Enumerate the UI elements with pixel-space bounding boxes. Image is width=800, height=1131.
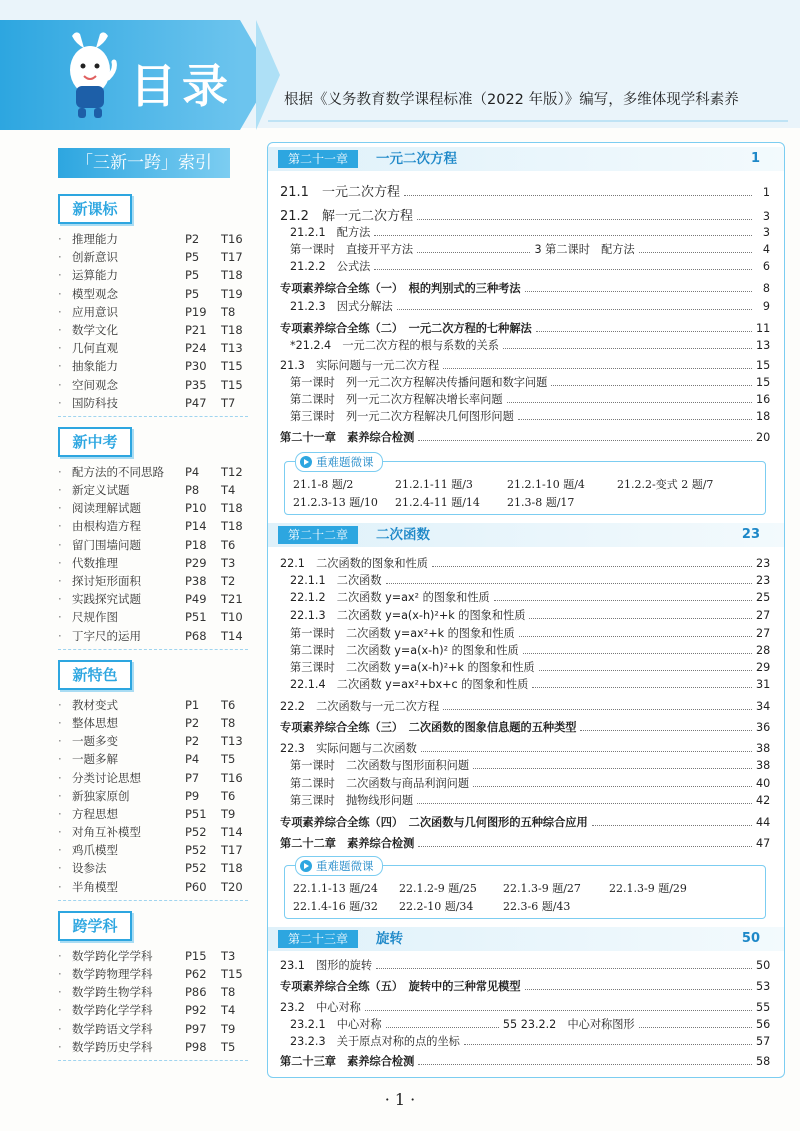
index-item-page: P51: [185, 806, 207, 821]
index-item-question: T5: [221, 1039, 236, 1054]
index-item-page: P21: [185, 322, 207, 337]
category-tag: 新课标: [58, 194, 132, 224]
chapter-page: 1: [750, 151, 760, 166]
bullet-icon: ·: [58, 555, 62, 570]
index-item-name: 数学跨生物学科: [72, 985, 153, 1000]
bullet-icon: ·: [58, 501, 62, 516]
chapter-header-21[interactable]: [268, 147, 784, 171]
index-item[interactable]: [58, 947, 258, 965]
micro-lesson-header[interactable]: 重难题微课: [295, 856, 383, 876]
index-item-name: 代数推理: [72, 555, 118, 570]
index-item-name: 新定义试题: [72, 483, 130, 498]
bullet-icon: ·: [58, 752, 62, 767]
bullet-icon: ·: [58, 232, 62, 246]
index-item-question: T8: [221, 304, 236, 319]
index-item-name: 新独家原创: [72, 788, 130, 803]
index-item-question: T12: [221, 464, 243, 479]
page-number: · 1 ·: [384, 1090, 416, 1109]
category-divider: [58, 900, 248, 901]
category-divider: [58, 416, 248, 417]
index-item-question: T13: [221, 341, 243, 356]
index-item[interactable]: [58, 696, 258, 714]
index-item-question: T16: [221, 232, 243, 246]
bullet-icon: ·: [58, 592, 62, 607]
index-item-question: T19: [221, 286, 243, 301]
index-item-page: P4: [185, 464, 200, 479]
index-item[interactable]: [58, 983, 258, 1001]
index-item-name: 探讨矩形面积: [72, 574, 141, 588]
index-item-name: 方程思想: [72, 806, 118, 821]
toc-entry[interactable]: 第一课时 二次函数与图形面积问题 38: [290, 759, 771, 772]
bullet-icon: ·: [58, 250, 62, 265]
chapter-name: 二次函数: [376, 527, 430, 543]
micro-lesson-item[interactable]: 21.2.3-13 题/10: [293, 496, 378, 509]
index-item[interactable]: [58, 769, 258, 787]
index-item-page: P2: [185, 232, 200, 246]
index-item[interactable]: [58, 517, 258, 535]
index-item-page: P60: [185, 879, 207, 894]
index-item[interactable]: [58, 732, 258, 750]
index-item-name: 阅读理解试题: [72, 501, 141, 516]
micro-lesson-item[interactable]: 22.3-6 题/43: [503, 900, 571, 913]
bullet-icon: ·: [58, 806, 62, 821]
index-item-name: 空间观念: [72, 377, 118, 392]
bullet-icon: ·: [58, 322, 62, 337]
bullet-icon: ·: [58, 825, 62, 840]
index-item-question: T13: [221, 734, 243, 749]
toc-entry[interactable]: 第二十一章 素养综合检测 20: [280, 431, 771, 444]
toc-entry[interactable]: 专项素养综合全练（二） 一元二次方程的七种解法 11: [280, 322, 771, 335]
index-category: [58, 194, 258, 417]
bullet-icon: ·: [58, 1003, 62, 1018]
chapter-tag: 第二十二章: [278, 526, 358, 544]
mascot-icon: [62, 30, 118, 120]
bullet-icon: ·: [58, 610, 62, 625]
chapter-tag: 第二十三章: [278, 930, 358, 948]
index-item-name: 尺规作图: [72, 610, 118, 625]
bullet-icon: ·: [58, 574, 62, 588]
index-item-page: P5: [185, 268, 200, 283]
index-item[interactable]: [58, 357, 258, 375]
header-chevron: [256, 20, 280, 130]
category-divider: [58, 649, 248, 650]
micro-lesson-item[interactable]: 22.1.3-9 题/29: [609, 882, 687, 895]
index-item-name: 留门围墙问题: [72, 537, 141, 552]
bullet-icon: ·: [58, 359, 62, 374]
index-categories: [58, 194, 258, 1061]
index-item-question: T5: [221, 752, 236, 767]
micro-lesson-item[interactable]: 22.1.1-13 题/24: [293, 882, 378, 895]
bullet-icon: ·: [58, 341, 62, 356]
toc-entry[interactable]: 21.3 实际问题与一元二次方程 15: [280, 359, 771, 372]
index-item[interactable]: [58, 339, 258, 357]
bullet-icon: ·: [58, 483, 62, 498]
index-category: [58, 911, 258, 1061]
category-tag: 新特色: [58, 660, 132, 690]
toc-entry[interactable]: 23.2 中心对称 55: [280, 1001, 771, 1014]
micro-lesson-box: [284, 859, 766, 919]
toc-entry[interactable]: 第一课时 二次函数 y=ax²+k 的图象和性质 27: [290, 627, 771, 640]
index-item-page: P5: [185, 286, 200, 301]
play-icon: [300, 860, 312, 872]
index-item-question: T4: [221, 1003, 236, 1018]
index-category: [58, 427, 258, 650]
micro-lesson-item[interactable]: 21.2.1-11 题/3: [395, 478, 473, 491]
index-item[interactable]: [58, 965, 258, 983]
index-item[interactable]: [58, 823, 258, 841]
micro-lesson-item[interactable]: 21.2.2-变式 2 题/7: [617, 478, 714, 491]
micro-lesson-item[interactable]: 22.1.2-9 题/25: [399, 882, 477, 895]
bullet-icon: ·: [58, 464, 62, 479]
index-item-page: P92: [185, 1003, 207, 1018]
bullet-icon: ·: [58, 967, 62, 981]
micro-lesson-item[interactable]: 21.3-8 题/17: [507, 496, 575, 509]
index-item[interactable]: [58, 481, 258, 499]
bullet-icon: ·: [58, 1021, 62, 1036]
index-item-page: P68: [185, 628, 207, 643]
chapter-header-23[interactable]: [268, 927, 784, 951]
bullet-icon: ·: [58, 843, 62, 858]
micro-lesson-item[interactable]: 22.1.4-16 题/32: [293, 900, 378, 913]
chapter-name: 一元二次方程: [376, 151, 457, 167]
bullet-icon: ·: [58, 1039, 62, 1054]
toc-entry[interactable]: 第三课时 二次函数 y=a(x-h)²+k 的图象和性质 29: [290, 661, 771, 674]
toc-entry[interactable]: 第三课时 列一元二次方程解决几何图形问题 18: [290, 410, 771, 423]
index-item-name: 分类讨论思想: [72, 770, 141, 785]
index-item-page: P86: [185, 985, 207, 1000]
index-item-page: P9: [185, 788, 200, 803]
bullet-icon: ·: [58, 948, 62, 963]
toc-entry[interactable]: 第二十三章 素养综合检测 58: [280, 1055, 771, 1068]
bullet-icon: ·: [58, 879, 62, 894]
index-item-question: T15: [221, 377, 243, 392]
index-item-page: P15: [185, 948, 207, 963]
micro-lesson-item[interactable]: 21.2.1-10 题/4: [507, 478, 585, 491]
index-item[interactable]: [58, 303, 258, 321]
bullet-icon: ·: [58, 788, 62, 803]
toc-entry[interactable]: 22.1.2 二次函数 y=ax² 的图象和性质 25: [290, 591, 771, 604]
index-item-question: T6: [221, 788, 236, 803]
index-item-page: P8: [185, 483, 200, 498]
index-item-page: P2: [185, 734, 200, 749]
toc-entry[interactable]: 23.1 图形的旋转 50: [280, 959, 771, 972]
index-panel: [58, 148, 258, 1071]
category-divider: [58, 1060, 248, 1061]
index-item[interactable]: [58, 248, 258, 266]
index-item-name: 几何直观: [72, 341, 118, 356]
index-item[interactable]: [58, 321, 258, 339]
index-item[interactable]: [58, 787, 258, 805]
toc-entry[interactable]: 22.2 二次函数与一元二次方程 34: [280, 700, 771, 713]
bullet-icon: ·: [58, 734, 62, 749]
index-item-page: P19: [185, 304, 207, 319]
index-item-question: T18: [221, 861, 243, 876]
toc-entry[interactable]: 专项素养综合全练（三） 二次函数的图象信息题的五种类型 36: [280, 721, 771, 734]
index-item-name: 半角模型: [72, 879, 118, 894]
index-item-page: P52: [185, 861, 207, 876]
index-item-question: T14: [221, 825, 243, 840]
index-item-name: 数学文化: [72, 322, 118, 337]
index-item-question: T15: [221, 359, 243, 374]
index-item-page: P38: [185, 574, 207, 588]
toc-entry[interactable]: 23.2.3 关于原点对称的点的坐标 57: [290, 1035, 771, 1048]
index-category: [58, 660, 258, 901]
index-item[interactable]: [58, 394, 258, 412]
bullet-icon: ·: [58, 628, 62, 643]
index-item[interactable]: [58, 572, 258, 590]
index-item-name: 数学跨历史学科: [72, 1039, 153, 1054]
index-item-page: P51: [185, 610, 207, 625]
index-item[interactable]: [58, 536, 258, 554]
toc-entry[interactable]: 22.1 二次函数的图象和性质 23: [280, 557, 771, 570]
toc-entry[interactable]: 22.1.4 二次函数 y=ax²+bx+c 的图象和性质 31: [290, 678, 771, 691]
play-icon: [300, 456, 312, 468]
index-item-name: 推理能力: [72, 232, 118, 246]
index-item-name: 一题多解: [72, 752, 118, 767]
toc-entry[interactable]: 第二课时 二次函数与商品利润问题 40: [290, 777, 771, 790]
toc-entry[interactable]: 第一课时 列一元二次方程解决传播问题和数字问题 15: [290, 376, 771, 389]
index-item-question: T18: [221, 268, 243, 283]
bullet-icon: ·: [58, 985, 62, 1000]
index-item-question: T2: [221, 574, 236, 588]
index-item-name: 由根构造方程: [72, 519, 141, 534]
index-item-name: 数学跨化学学科: [72, 1003, 153, 1018]
index-item-name: 应用意识: [72, 304, 118, 319]
index-item-page: P52: [185, 825, 207, 840]
toc-entry[interactable]: 第二课时 二次函数 y=a(x-h)² 的图象和性质 28: [290, 644, 771, 657]
toc-entry[interactable]: 22.3 实际问题与二次函数 38: [280, 742, 771, 755]
micro-lesson-header[interactable]: 重难题微课: [295, 452, 383, 472]
index-item[interactable]: [58, 714, 258, 732]
index-item-question: T10: [221, 610, 243, 625]
chapter-page: 23: [741, 527, 760, 542]
index-item-question: T3: [221, 555, 236, 570]
index-item[interactable]: [58, 230, 258, 248]
index-item-page: P4: [185, 752, 200, 767]
index-item-question: T17: [221, 843, 243, 858]
index-item[interactable]: [58, 463, 258, 481]
index-item-question: T4: [221, 483, 236, 498]
index-item[interactable]: [58, 608, 258, 626]
category-tag: 新中考: [58, 427, 132, 457]
index-item-page: P47: [185, 395, 207, 410]
toc-entry[interactable]: 21.2.1 配方法 3: [290, 226, 770, 239]
index-item[interactable]: [58, 878, 258, 896]
index-item-question: T8: [221, 715, 236, 730]
index-item[interactable]: [58, 376, 258, 394]
bullet-icon: ·: [58, 268, 62, 283]
index-item-name: 丁字尺的运用: [72, 628, 141, 643]
index-item[interactable]: [58, 590, 258, 608]
index-item[interactable]: [58, 1038, 258, 1056]
bullet-icon: ·: [58, 286, 62, 301]
index-item-name: 模型观念: [72, 286, 118, 301]
index-item-question: T3: [221, 948, 236, 963]
toc-entry[interactable]: 第二课时 列一元二次方程解决增长率问题 16: [290, 393, 771, 406]
index-item-page: P35: [185, 377, 207, 392]
index-item-name: 国防科技: [72, 395, 118, 410]
index-item-page: P62: [185, 967, 207, 981]
bullet-icon: ·: [58, 519, 62, 534]
index-item-question: T8: [221, 985, 236, 1000]
index-item-page: P10: [185, 501, 207, 516]
index-item-name: 实践探究试题: [72, 592, 141, 607]
index-item-page: P98: [185, 1039, 207, 1054]
index-item-page: P97: [185, 1021, 207, 1036]
chapter-name: 旋转: [376, 931, 403, 947]
toc-entry[interactable]: 22.1.3 二次函数 y=a(x-h)²+k 的图象和性质 27: [290, 609, 771, 622]
index-item-page: P30: [185, 359, 207, 374]
index-item-page: P52: [185, 843, 207, 858]
micro-lesson-item[interactable]: 22.1.3-9 题/27: [503, 882, 581, 895]
toc-entry[interactable]: 21.2.3 因式分解法 9: [290, 300, 770, 313]
index-item[interactable]: [58, 841, 258, 859]
index-item-question: T9: [221, 1021, 236, 1036]
index-item-page: P7: [185, 770, 200, 785]
bullet-icon: ·: [58, 861, 62, 876]
index-item-question: T7: [221, 395, 236, 410]
toc-entry[interactable]: 21.2 解一元二次方程 3: [280, 209, 770, 224]
toc-panel: [267, 142, 785, 1078]
index-item-name: 设参法: [72, 861, 107, 876]
index-item[interactable]: [58, 266, 258, 284]
index-item[interactable]: [58, 859, 258, 877]
bullet-icon: ·: [58, 697, 62, 712]
header-divider: [268, 120, 788, 122]
index-item-page: P29: [185, 555, 207, 570]
index-item-question: T6: [221, 697, 236, 712]
index-item-name: 创新意识: [72, 250, 118, 265]
index-item-name: 数学跨物理学科: [72, 967, 153, 981]
toc-entry[interactable]: 第一课时 直接开平方法 3 第二课时 配方法 4: [290, 243, 771, 256]
page-title: 目录: [130, 59, 234, 113]
index-item-name: 一题多变: [72, 734, 118, 749]
index-item-page: P18: [185, 537, 207, 552]
index-item-name: 运算能力: [72, 268, 118, 283]
toc-entry[interactable]: 专项素养综合全练（四） 二次函数与几何图形的五种综合应用 44: [280, 816, 771, 829]
micro-lesson-item[interactable]: 21.2.4-11 题/14: [395, 496, 480, 509]
toc-entry[interactable]: 第二十二章 素养综合检测 47: [280, 837, 771, 850]
index-item[interactable]: [58, 1020, 258, 1038]
index-item-page: P5: [185, 250, 200, 265]
index-item[interactable]: [58, 750, 258, 768]
bullet-icon: ·: [58, 537, 62, 552]
index-item-name: 鸡爪模型: [72, 843, 118, 858]
index-item-page: P1: [185, 697, 200, 712]
toc-entry[interactable]: 专项素养综合全练（一） 根的判别式的三种考法 8: [280, 282, 770, 295]
micro-lesson-item[interactable]: 22.2-10 题/34: [399, 900, 474, 913]
index-item-question: T9: [221, 806, 236, 821]
toc-entry[interactable]: 专项素养综合全练（五） 旋转中的三种常见模型 53: [280, 980, 771, 993]
index-item-name: 配方法的不同思路: [72, 464, 164, 479]
chapter-tag: 第二十一章: [278, 150, 358, 168]
toc-entry[interactable]: 23.2.1 中心对称 55 23.2.2 中心对称图形 56: [290, 1018, 771, 1031]
index-item-question: T14: [221, 628, 243, 643]
index-item-name: 整体思想: [72, 715, 118, 730]
index-item-page: P24: [185, 341, 207, 356]
index-item-name: 对角互补模型: [72, 825, 141, 840]
index-item-name: 数学跨语文学科: [72, 1021, 153, 1036]
index-item-question: T18: [221, 519, 243, 534]
chapter-header-22[interactable]: [268, 523, 784, 547]
category-tag: 跨学科: [58, 911, 132, 941]
bullet-icon: ·: [58, 377, 62, 392]
index-item-name: 教材变式: [72, 697, 118, 712]
bullet-icon: ·: [58, 770, 62, 785]
index-item-question: T18: [221, 322, 243, 337]
index-item-page: P2: [185, 715, 200, 730]
index-item-question: T20: [221, 879, 243, 894]
index-item-question: T18: [221, 501, 243, 516]
toc-entry[interactable]: 21.2.2 公式法 6: [290, 260, 770, 273]
index-item[interactable]: [58, 285, 258, 303]
index-item-name: 数学跨化学学科: [72, 948, 153, 963]
index-item[interactable]: [58, 627, 258, 645]
micro-lesson-box: [284, 455, 766, 515]
bullet-icon: ·: [58, 715, 62, 730]
index-item[interactable]: [58, 554, 258, 572]
header-subtitle: 根据《义务教育数学课程标准（2022 年版）》编写，多维体现学科素养: [284, 92, 739, 108]
micro-lesson-item[interactable]: 21.1-8 题/2: [293, 478, 354, 491]
index-title: 「三新一跨」索引: [58, 148, 230, 178]
index-item-question: T16: [221, 770, 243, 785]
toc-entry[interactable]: 第三课时 抛物线形问题 42: [290, 794, 771, 807]
index-item-page: P49: [185, 592, 207, 607]
index-item-question: T17: [221, 250, 243, 265]
index-item-page: P14: [185, 519, 207, 534]
toc-entry[interactable]: 22.1.1 二次函数 23: [290, 574, 771, 587]
bullet-icon: ·: [58, 395, 62, 410]
chapter-page: 50: [741, 931, 760, 946]
toc-entry[interactable]: *21.2.4 一元二次方程的根与系数的关系 13: [290, 339, 771, 352]
index-item-question: T6: [221, 537, 236, 552]
index-item[interactable]: [58, 1001, 258, 1019]
bullet-icon: ·: [58, 304, 62, 319]
index-item-question: T15: [221, 967, 243, 981]
index-item-question: T21: [221, 592, 243, 607]
index-item-name: 抽象能力: [72, 359, 118, 374]
index-item[interactable]: [58, 805, 258, 823]
index-item[interactable]: [58, 499, 258, 517]
toc-entry[interactable]: 21.1 一元二次方程 1: [280, 185, 770, 200]
